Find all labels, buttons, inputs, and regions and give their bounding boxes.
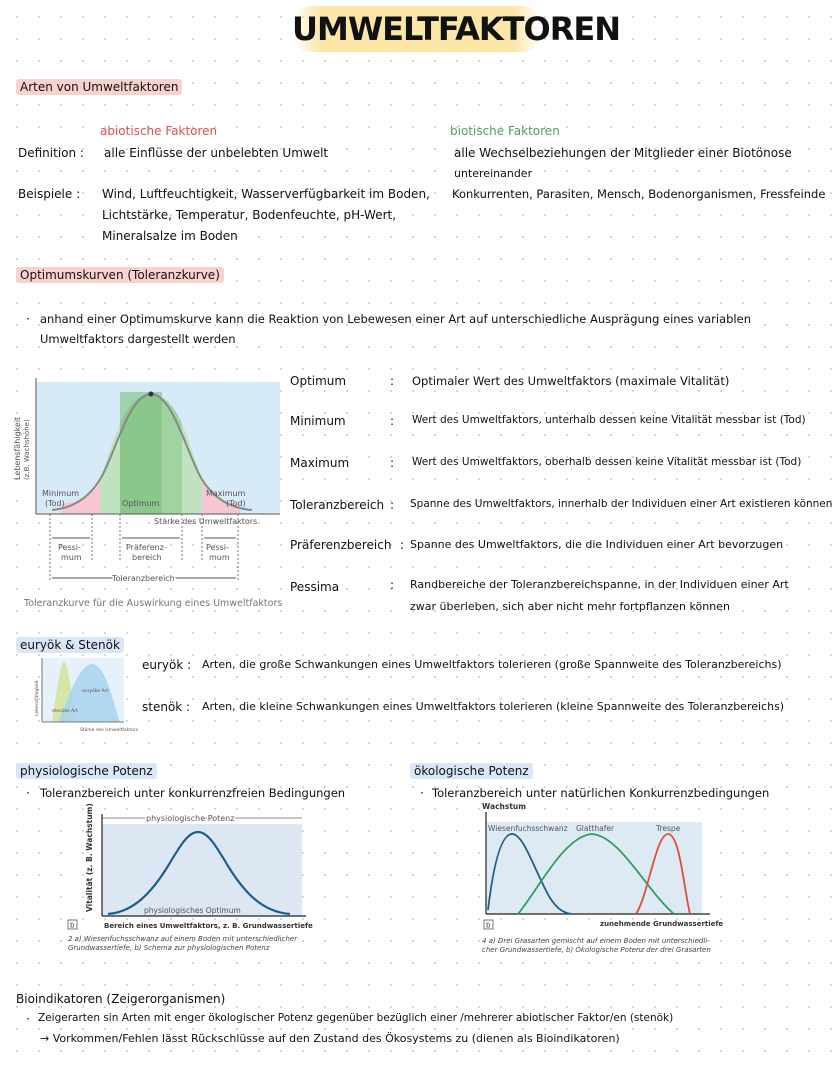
term-minimum: Minimum	[290, 414, 346, 428]
pessimum-left-label-2: mum	[61, 553, 82, 562]
tolerance-label: Toleranzbereich	[112, 574, 175, 583]
pessimum-right-label-1: Pessi-	[206, 543, 229, 552]
colon: :	[400, 538, 405, 552]
section-heading-physio: physiologische Potenz	[16, 764, 157, 778]
optimum-band	[120, 392, 162, 514]
physio-caption-2: Grundwassertiefe, b) Schema zur physiologischen Potenz	[68, 944, 270, 952]
physio-caption-1: 2 a) Wiesenfuchsschwanz auf einem Boden mit unterschiedlicher	[68, 935, 298, 943]
term-maximum: Maximum	[290, 456, 350, 470]
oeko-x-label: zunehmende Grundwassertiefe	[600, 920, 724, 928]
colon: :	[390, 578, 395, 592]
physio-chart-background	[102, 824, 302, 916]
eury-steno-mini-chart	[30, 656, 139, 738]
term-praeferenzbereich: Präferenzbereich	[290, 538, 392, 552]
species-label-1: Glatthafer	[576, 824, 615, 833]
examples-label: Beispiele :	[18, 187, 81, 201]
physio-optimum-label: physiologisches Optimum	[144, 906, 241, 915]
bullet-dot: ·	[26, 312, 30, 326]
abiotic-examples-line-1: Wind, Luftfeuchtigkeit, Wasserverfügbarkeit im Boden,	[102, 187, 430, 201]
x-axis-label: Stärke des Umweltfaktors	[154, 517, 258, 526]
oeko-y-label: Wachstum	[482, 802, 527, 811]
term-optimum-desc: Optimaler Wert des Umweltfaktors (maximale Vitalität)	[412, 374, 730, 388]
term-minimum-desc: Wert des Umweltfaktors, unterhalb dessen keine Vitalität messbar ist (Tod)	[412, 414, 806, 426]
figure-caption: Toleranzkurve für die Auswirkung eines Umweltfaktors	[24, 598, 283, 609]
biotic-title: biotische Faktoren	[450, 124, 560, 138]
mini-eury-label: euryöke Art	[82, 689, 109, 694]
tolerance-curve-figure	[12, 372, 284, 612]
euryoek-text: Arten, die große Schwankungen eines Umweltfaktors tolerieren (große Spannweite des Toleranzbereichs)	[202, 658, 782, 671]
oeko-chart-background	[486, 822, 702, 914]
section-heading-eury: euryök & Stenök	[16, 638, 124, 652]
abiotic-definition: alle Einflüsse der unbelebten Umwelt	[104, 146, 329, 160]
maximum-sub-label: (Tod)	[226, 499, 246, 508]
preference-label-2: bereich	[132, 553, 162, 562]
abiotic-title: abiotische Faktoren	[100, 124, 218, 138]
y-axis-label-1: Lebensfähigkeit	[13, 416, 22, 480]
oeko-caption-2: cher Grundwassertiefe, b) Ökologische Potenz der drei Grasarten	[482, 946, 711, 954]
optimum-bullet-line-1: anhand einer Optimumskurve kann die Reaktion von Lebewesen einer Art auf unterschiedliche Ausprägung eines variablen	[40, 312, 751, 326]
minimum-sub-label: (Tod)	[45, 499, 65, 508]
term-pessima-desc: Randbereiche der Toleranzbereichspanne, in der Individuen einer Art	[410, 578, 789, 591]
section-heading-arten: Arten von Umweltfaktoren	[16, 80, 182, 94]
bio-line-1: Zeigerarten sin Arten mit enger ökologischer Potenz gegenüber bezüglich einer /mehrerer abiotischer Faktor/en (stenök)	[38, 1012, 674, 1024]
oeko-caption-1: 4 a) Drei Grasarten gemischt auf einem Boden mit unterschiedli-	[482, 937, 710, 945]
bio-line-2: → Vorkommen/Fehlen lässt Rückschlüsse auf den Zustand des Ökosystems zu (dienen als Bioindikatoren)	[40, 1032, 620, 1045]
euryoek-label: euryök :	[142, 658, 192, 672]
y-axis-label-2: (z.B. Wachshöhe)	[23, 419, 31, 480]
biotic-definition-cont: untereinander	[454, 167, 533, 180]
preference-label-1: Präferenz-	[126, 543, 167, 552]
bullet-dot: ·	[420, 786, 424, 800]
abiotic-examples-line-3: Mineralsalze im Boden	[102, 229, 238, 243]
pessimum-right-label-2: mum	[209, 553, 230, 562]
oeko-badge: b	[486, 921, 491, 930]
pessimum-left-label-1: Pessi-	[58, 543, 81, 552]
mini-steno-label: stenöke Art	[52, 709, 78, 714]
term-maximum-desc: Wert des Umweltfaktors, oberhalb dessen keine Vitalität messbar ist (Tod)	[412, 456, 802, 468]
mini-y-label: Lebensfähigkeit	[35, 680, 40, 716]
section-heading-bio: Bioindikatoren (Zeigerorganismen)	[16, 992, 226, 1006]
term-praeferenzbereich-desc: Spanne des Umweltfaktors, die die Individuen einer Art bevorzugen	[410, 538, 784, 551]
section-heading-optimum: Optimumskurven (Toleranzkurve)	[16, 268, 224, 282]
colon: :	[390, 456, 395, 470]
term-toleranzbereich-desc: Spanne des Umweltfaktors, innerhalb der Individuen einer Art existieren können	[410, 498, 832, 510]
colon: :	[390, 414, 395, 428]
mini-x-label: Stärke des Umweltfaktors	[80, 728, 139, 733]
bullet-dot: ·	[26, 786, 30, 800]
physio-y-label: Vitalität (z. B. Wachstum)	[85, 803, 94, 912]
optimum-label: Optimum	[122, 499, 160, 508]
physiological-potency-chart	[64, 803, 324, 960]
physio-top-label: physiologische Potenz	[146, 814, 235, 823]
physio-bullet: Toleranzbereich unter konkurrenzfreien Bedingungen	[40, 786, 346, 800]
species-label-0: Wiesenfuchsschwanz	[488, 824, 568, 833]
term-pessima: Pessima	[290, 580, 340, 594]
species-label-2: Trespe	[656, 824, 681, 833]
stenoek-label: stenök :	[142, 700, 191, 714]
physio-badge: b	[70, 921, 75, 930]
bullet-dot: ·	[26, 1012, 30, 1026]
biotic-definition: alle Wechselbeziehungen der Mitglieder einer Biotönose	[454, 146, 792, 160]
definition-label: Definition :	[18, 146, 84, 160]
biotic-examples: Konkurrenten, Parasiten, Mensch, Bodenorganismen, Fressfeinde	[452, 187, 826, 201]
maximum-label: Maximum	[206, 489, 246, 498]
colon: :	[390, 374, 395, 388]
ecological-potency-chart	[478, 800, 738, 962]
term-toleranzbereich: Toleranzbereich	[290, 498, 385, 512]
stenoek-text: Arten, die kleine Schwankungen eines Umweltfaktors tolerieren (kleine Spannweite des Toleranzbereichs)	[202, 700, 785, 713]
optimum-bullet-line-2: Umweltfaktors dargestellt werden	[40, 332, 236, 346]
colon: :	[390, 498, 395, 512]
page-title: UMWELTFAKTOREN	[292, 6, 542, 52]
term-optimum: Optimum	[290, 374, 347, 388]
abiotic-examples-line-2: Lichtstärke, Temperatur, Bodenfeuchte, pH-Wert,	[102, 208, 397, 222]
curve-peak	[149, 392, 154, 397]
physio-x-label: Bereich eines Umweltfaktors, z. B. Grundwassertiefe	[104, 922, 313, 930]
section-heading-oeko: ökologische Potenz	[410, 764, 533, 778]
oeko-bullet: Toleranzbereich unter natürlichen Konkurrenzbedingungen	[432, 786, 770, 800]
minimum-label: Minimum	[42, 489, 80, 498]
term-pessima-desc-2: zwar überleben, sich aber nicht mehr fortpflanzen können	[410, 600, 730, 613]
